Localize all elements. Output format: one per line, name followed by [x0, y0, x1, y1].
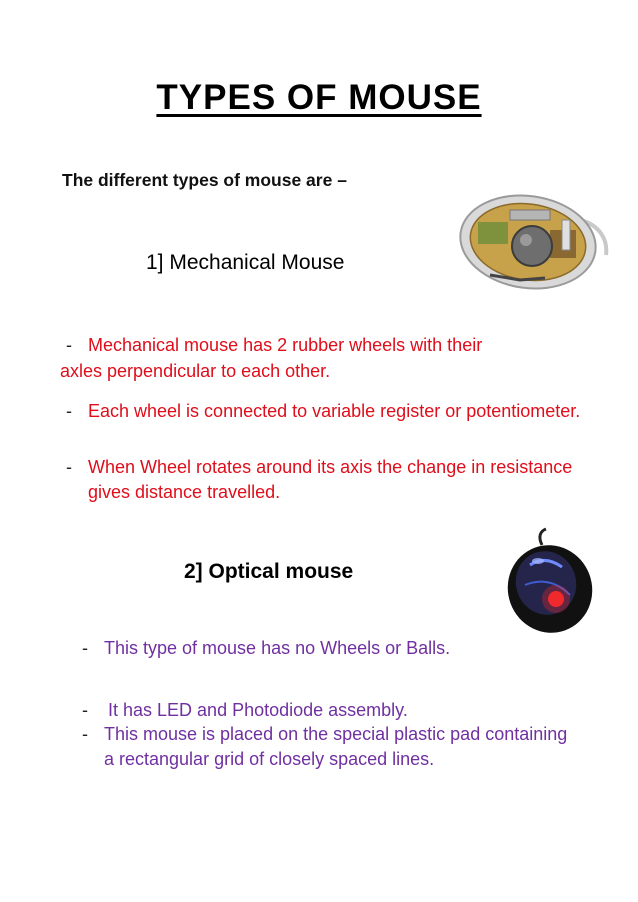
optical-mouse-image: [490, 525, 610, 640]
intro-text: The different types of mouse are –: [62, 170, 347, 190]
list-item-text: This type of mouse has no Wheels or Balls.: [104, 638, 451, 658]
optical-mouse-heading: 2] Optical mouse: [184, 560, 354, 583]
bullet-dash: -: [82, 700, 88, 720]
mechanical-mouse-heading: 1] Mechanical Mouse: [146, 251, 345, 274]
list-item: [66, 455, 586, 507]
list-item: [82, 698, 602, 724]
list-item: [66, 399, 586, 451]
list-item: [82, 722, 602, 800]
mechanical-mouse-image: [450, 180, 610, 300]
page-title: TYPES OF MOUSE: [156, 78, 482, 117]
bullet-dash: -: [66, 335, 72, 355]
bullet-dash: -: [82, 724, 88, 744]
list-item-text: Each wheel is connected to variable register or potentiometer.: [88, 401, 581, 421]
list-item-text-continuation: axles perpendicular to each other.: [60, 361, 331, 381]
bullet-dash: -: [66, 401, 72, 421]
list-item: [60, 333, 586, 385]
list-item-text: This mouse is placed on the special plastic pad containing a rectangular grid of closely spaced lines.: [104, 724, 568, 769]
list-item-text: When Wheel rotates around its axis the change in resistance gives distance travelled.: [88, 457, 573, 502]
list-item-text: It has LED and Photodiode assembly.: [108, 700, 408, 720]
list-item: [82, 636, 602, 688]
bullet-dash: -: [66, 457, 72, 477]
list-item-text: Mechanical mouse has 2 rubber wheels with their: [88, 335, 483, 355]
bullet-dash: -: [82, 638, 88, 658]
